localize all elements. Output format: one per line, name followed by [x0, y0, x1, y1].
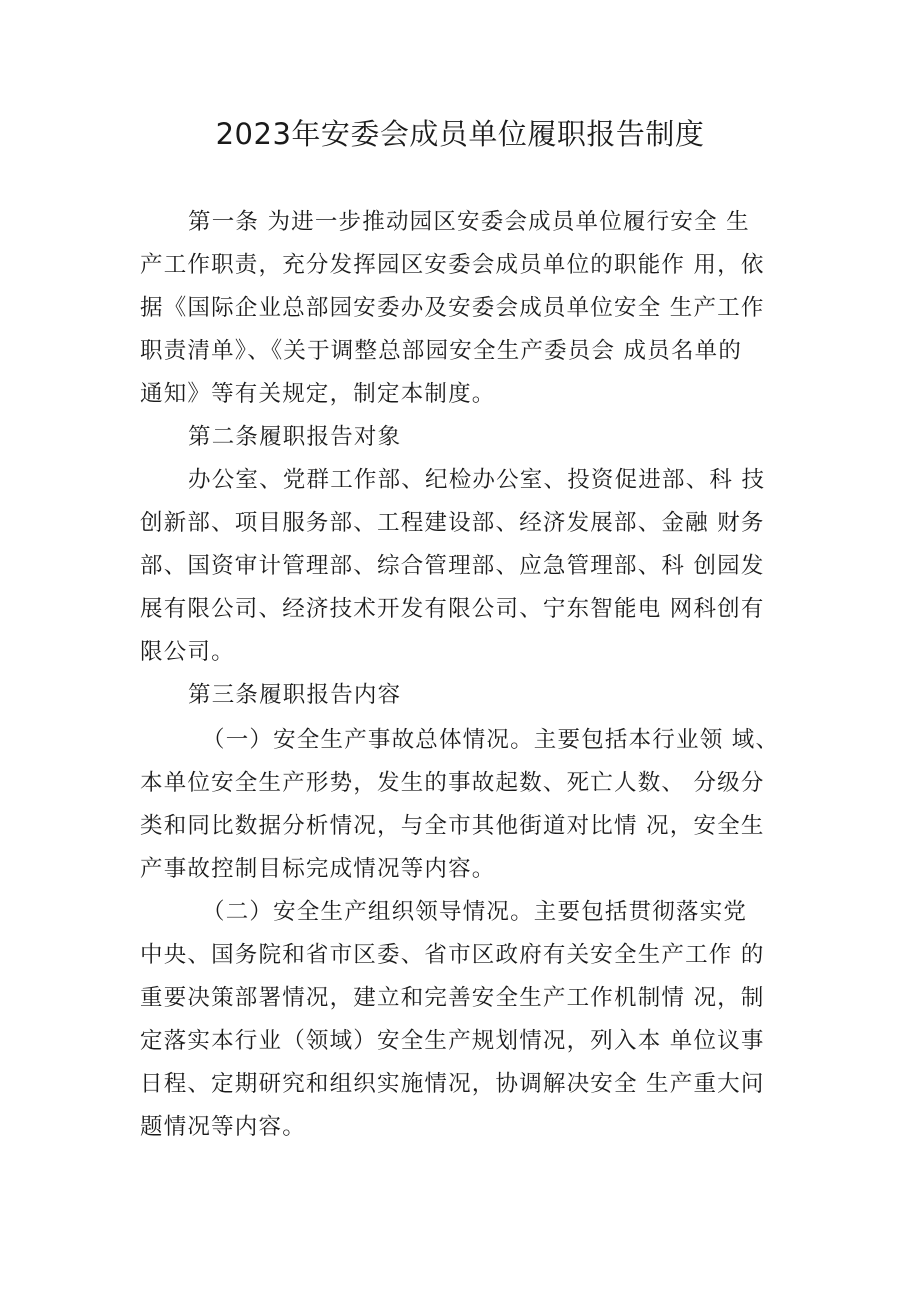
text-line: 展有限公司、经济技术开发有限公司、宁东智能电 网科创有 — [140, 596, 765, 622]
text-line: 本单位安全生产形势，发生的事故起数、死亡人数、 分级分 — [140, 770, 765, 796]
text-line: 部、国资审计管理部、综合管理部、应急管理部、科 创园发 — [140, 553, 765, 579]
text-line: 办公室、党群工作部、纪检办公室、投资促进部、科 技 — [188, 467, 766, 493]
text-line: 职责清单》、《关于调整总部园安全生产委员会 成员名单的 — [140, 338, 743, 364]
text-line: 第一条 为进一步推动园区安委会成员单位履行安全 生 — [188, 209, 750, 235]
paragraph-article-3-item-1 — [140, 719, 790, 891]
text-line: （二）安全生产组织领导情况。主要包括贯彻落实党 — [202, 899, 748, 925]
text-line: 定落实本行业（领域）安全生产规划情况，列入本 单位议事 — [140, 1028, 765, 1054]
paragraph-article-2-heading — [140, 416, 790, 459]
text-line: 中央、国务院和省市区委、省市区政府有关安全生产工作 的 — [140, 942, 765, 968]
text-line: 据《国际企业总部园安委办及安委会成员单位安全 生产工作 — [140, 295, 765, 321]
text-line: 通知》等有关规定，制定本制度。 — [140, 381, 496, 407]
text-line: 限公司。 — [140, 639, 235, 665]
section-heading: 第三条履职报告内容 — [188, 682, 402, 708]
paragraph-article-2-body — [140, 459, 790, 674]
text-line: 重要决策部署情况，建立和完善安全生产工作机制情 况，制 — [140, 985, 765, 1011]
paragraph-article-3-heading — [140, 674, 790, 717]
text-line: 日程、定期研究和组织实施情况，协调解决安全 生产重大问 — [140, 1071, 765, 1097]
text-line: 类和同比数据分析情况，与全市其他街道对比情 况，安全生 — [140, 813, 765, 839]
document-title: 2023年安委会成员单位履职报告制度 — [215, 117, 705, 151]
paragraph-article-1 — [140, 201, 790, 416]
text-line: 创新部、项目服务部、工程建设部、经济发展部、金融 财务 — [140, 510, 765, 536]
paragraph-article-3-item-2 — [140, 891, 790, 1149]
text-line: （一）安全生产事故总体情况。主要包括本行业领 域、 — [202, 727, 780, 753]
text-line: 题情况等内容。 — [140, 1114, 306, 1140]
text-line: 产事故控制目标完成情况等内容。 — [140, 856, 496, 882]
section-heading: 第二条履职报告对象 — [188, 424, 402, 450]
text-line: 产工作职责，充分发挥园区安委会成员单位的职能作 用，依 — [140, 252, 765, 278]
